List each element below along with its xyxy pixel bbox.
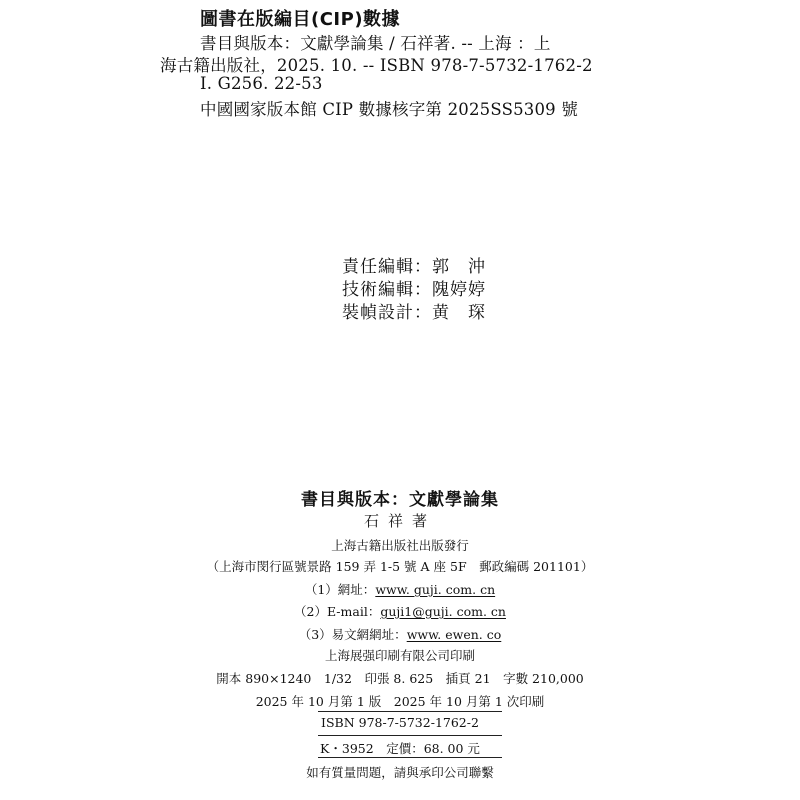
email-label: （2）E-mail： <box>294 604 381 619</box>
cip-classification: Ⅰ. G256. 22-53 <box>200 74 323 93</box>
email-line <box>0 602 800 620</box>
technical-editor: 技術編輯：隗婷婷 <box>342 280 486 300</box>
print-specifications: 開本 890×1240 1/32 印張 8. 625 插頁 21 字數 210,000 <box>216 671 584 686</box>
cip-line-1: 書目與版本：文獻學論集 / 石祥著. -- 上海 ：上 <box>200 34 551 53</box>
ewen-website-label: （3）易文網網址： <box>298 627 407 642</box>
website-link[interactable]: www. guji. com. cn <box>375 582 496 597</box>
ewen-website-link[interactable]: www. ewen. co <box>406 627 502 642</box>
publisher: 上海古籍出版社出版發行 <box>331 538 469 553</box>
responsible-editor: 責任編輯：郭 沖 <box>342 257 486 277</box>
edition-info: 2025 年 10 月第 1 版 2025 年 10 月第 1 次印刷 <box>255 694 545 709</box>
isbn: ISBN 978-7-5732-1762-2 <box>321 715 479 730</box>
divider <box>318 735 502 736</box>
divider <box>318 757 502 758</box>
divider <box>318 711 502 712</box>
cip-line-2: 海古籍出版社，2025. 10. -- ISBN 978-7-5732-1762-2 <box>160 56 593 75</box>
printer: 上海展强印刷有限公司印刷 <box>324 648 475 663</box>
cover-designer: 裝幀設計：黄 琛 <box>342 303 486 323</box>
book-title: 書目與版本：文獻學論集 <box>301 490 499 510</box>
website-label: （1）網址： <box>304 582 376 597</box>
quality-contact-note: 如有質量問題，請與承印公司聯繫 <box>306 765 494 780</box>
ewen-website-line <box>0 625 800 643</box>
cip-record-number: 中國國家版本館 CIP 數據核字第 2025SS5309 號 <box>200 100 579 119</box>
publisher-address: （上海市閔行區號景路 159 弄 1-5 號 A 座 5F 郵政編碼 201101） <box>206 559 594 574</box>
price: K・3952 定價：68. 00 元 <box>320 741 480 756</box>
website-line <box>0 580 800 598</box>
email-link[interactable]: guji1@guji. com. cn <box>380 604 506 619</box>
author: 石祥著 <box>363 512 436 530</box>
cip-title: 圖書在版編目(CIP)數據 <box>200 9 401 30</box>
